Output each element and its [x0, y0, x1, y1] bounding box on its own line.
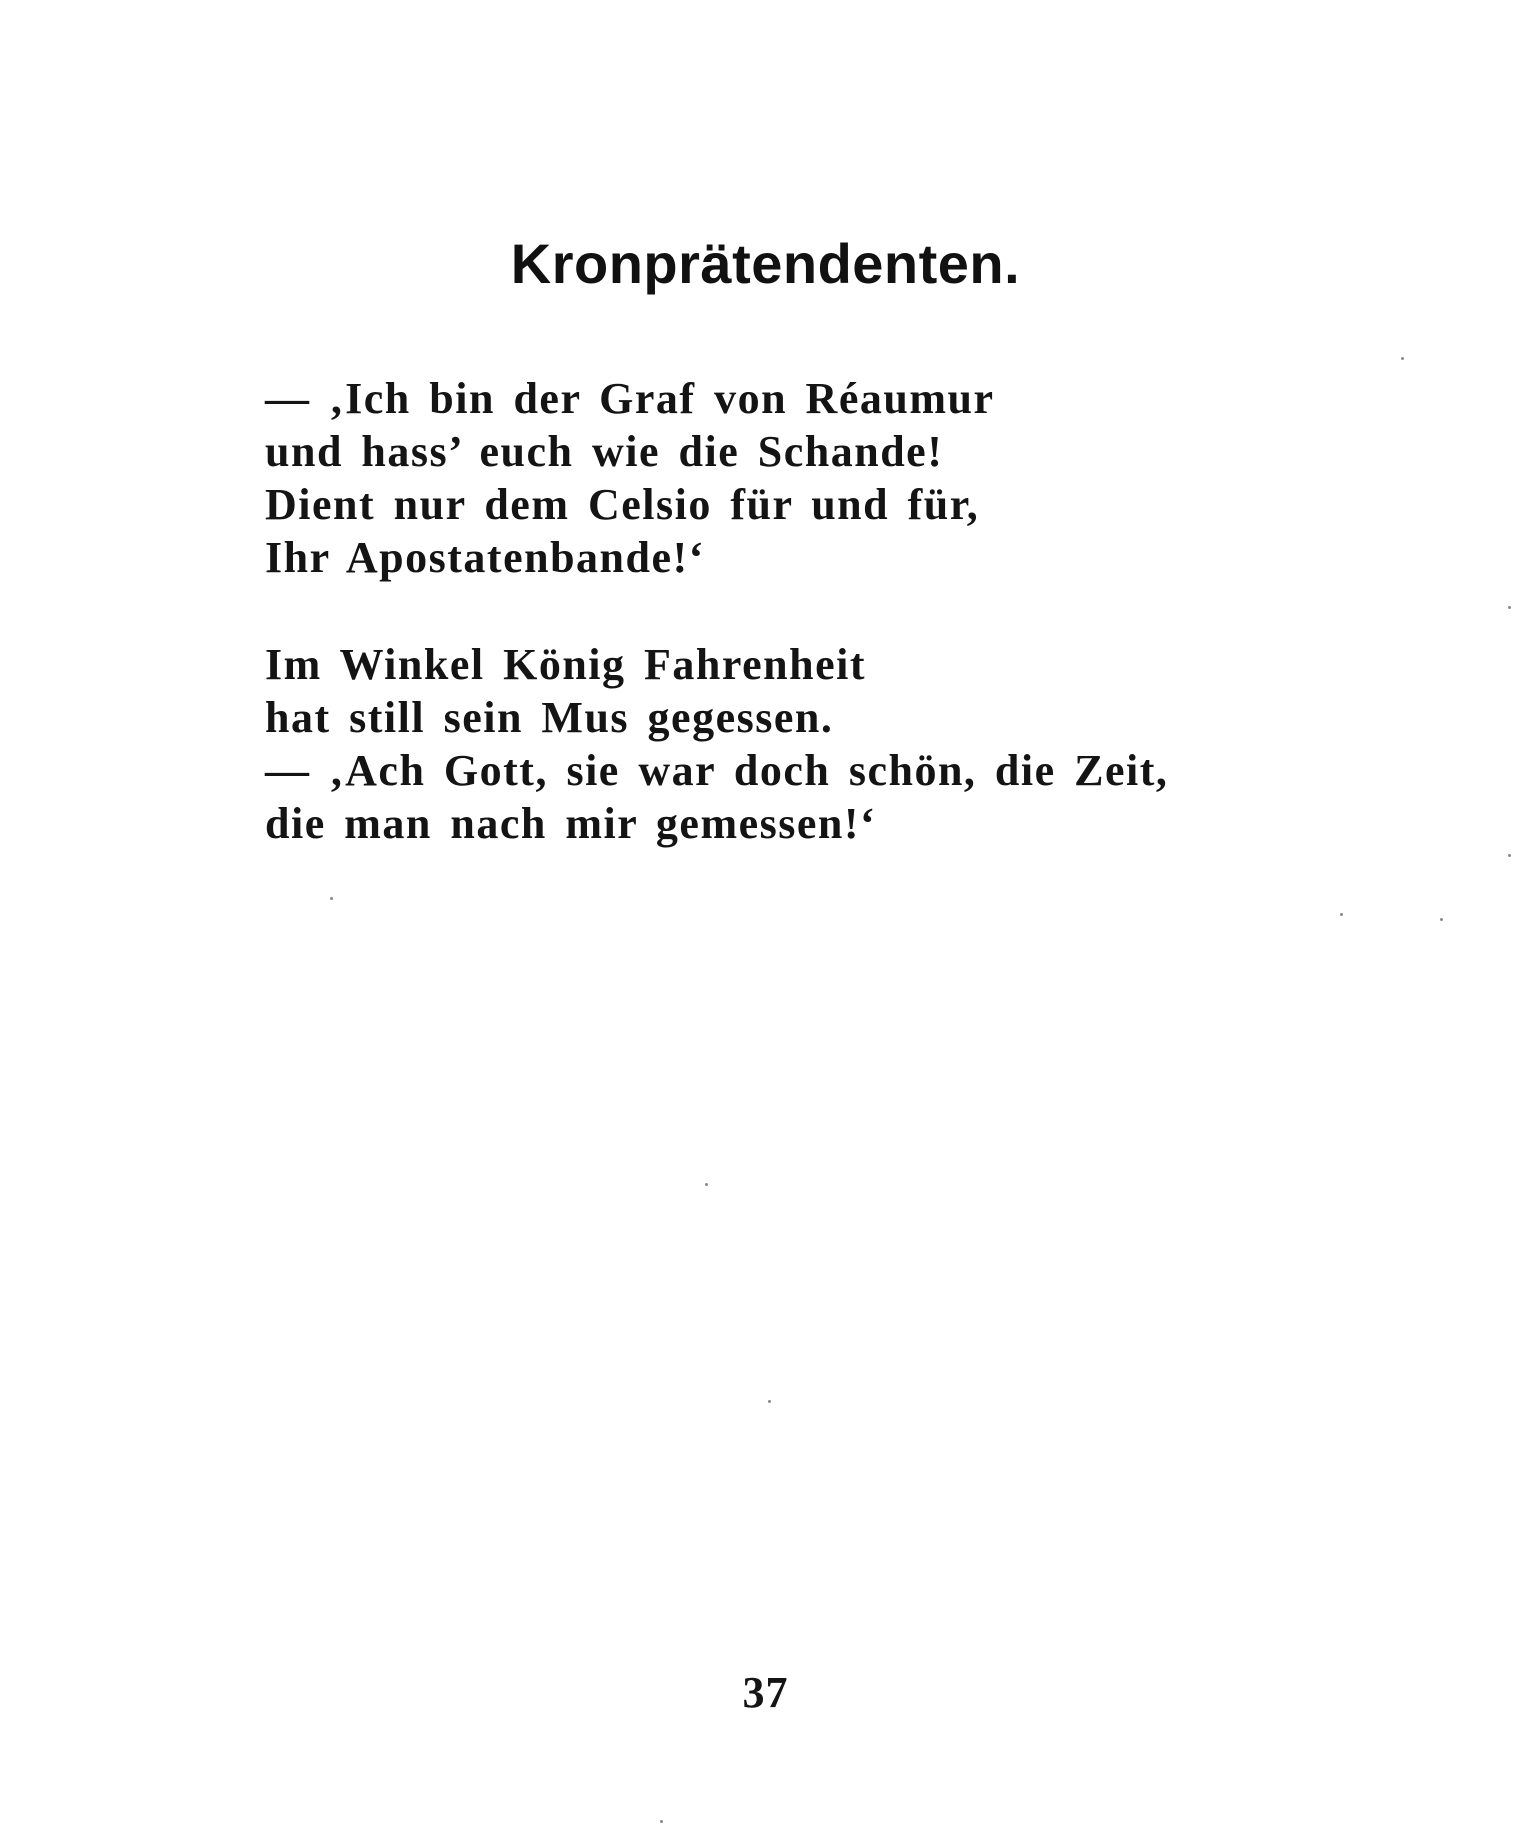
poem-line: Dient nur dem Celsio für und für,: [265, 480, 980, 529]
scan-speck: [1440, 918, 1443, 921]
poem-line: die man nach mir gemessen!‘: [265, 799, 877, 848]
poem-line: — ‚Ach Gott, sie war doch schön, die Zeit,: [265, 746, 1169, 795]
scan-speck: [1508, 606, 1511, 609]
scan-speck: [1401, 357, 1404, 360]
poem-body: [265, 372, 1465, 850]
scan-speck: [1508, 854, 1511, 857]
stanza-2: [265, 638, 1465, 850]
stanza-1: [265, 372, 1465, 584]
poem-line: — ‚Ich bin der Graf von Réaumur: [265, 374, 995, 423]
poem-line: hat still sein Mus gegessen.: [265, 693, 834, 742]
scan-speck: [660, 1820, 663, 1823]
poem-line: Ihr Apostatenbande!‘: [265, 533, 705, 582]
scan-speck: [1340, 913, 1343, 916]
scan-speck: [768, 1400, 771, 1403]
poem-title: Kronprätendenten.: [510, 232, 1021, 295]
scan-speck: [705, 1183, 708, 1186]
scan-speck: [330, 897, 333, 900]
poem-line: Im Winkel König Fahrenheit: [265, 640, 866, 689]
page-number: 37: [742, 1668, 789, 1717]
poem-line: und hass’ euch wie die Schande!: [265, 427, 944, 476]
